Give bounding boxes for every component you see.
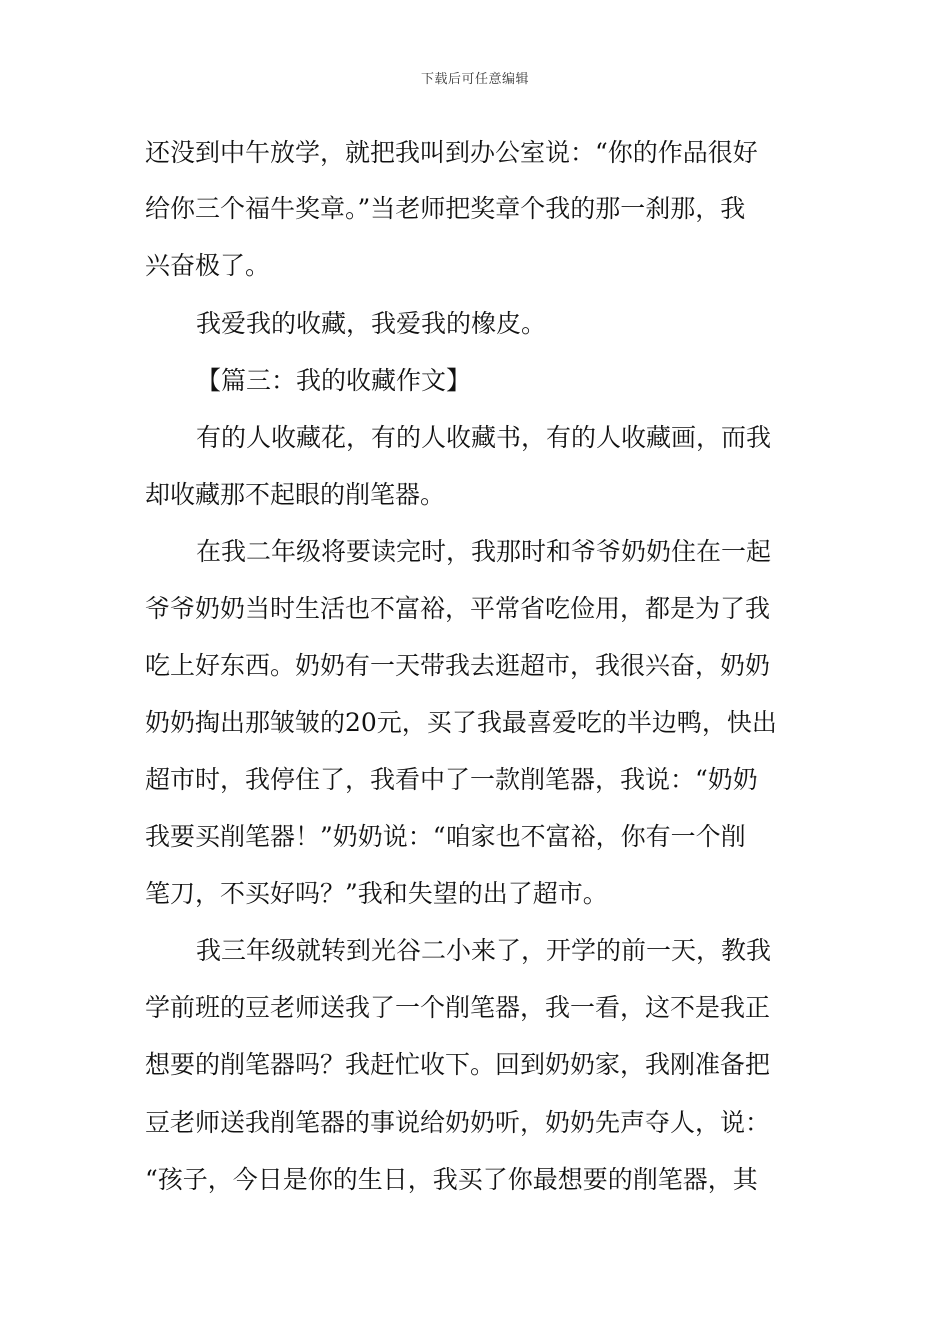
page-header: 下载后可任意编辑 [420,72,529,87]
text-line: 爷爷奶奶当时生活也不富裕，平常省吃俭用，都是为了我 [145,594,771,623]
text-line: 却收藏那不起眼的削笔器。 [145,480,446,509]
text-line: 超市时，我停住了，我看中了一款削笔器，我说：“奶奶 [145,765,758,794]
text-line: 想要的削笔器吗？我赶忙收下。回到奶奶家，我刚准备把 [145,1050,771,1079]
text-line: 我爱我的收藏，我爱我的橡皮。 [196,309,547,338]
text-line: 给你三个福牛奖章。”当老师把奖章个我的那一刹那，我 [145,194,746,223]
text-line: 我要买削笔器！”奶奶说：“咱家也不富裕，你有一个削 [145,822,746,851]
text-line: 奶奶掏出那皱皱的20元，买了我最喜爱吃的半边鸭，快出 [145,708,777,737]
text-line: “孩子，今日是你的生日，我买了你最想要的削笔器，其 [145,1165,758,1194]
text-line: 吃上好东西。奶奶有一天带我去逛超市，我很兴奋，奶奶 [145,651,771,680]
text-line: 学前班的豆老师送我了一个削笔器，我一看，这不是我正 [145,993,771,1022]
text-line: 在我二年级将要读完时，我那时和爷爷奶奶住在一起 [196,537,772,566]
text-line: 笔刀，不买好吗？”我和失望的出了超市。 [145,879,608,908]
text-line: 豆老师送我削笔器的事说给奶奶听，奶奶先声夺人，说： [145,1108,771,1137]
text-line: 兴奋极了。 [145,251,271,280]
text-line: 我三年级就转到光谷二小来了，开学的前一天，教我 [196,936,772,965]
text-line: 还没到中午放学，就把我叫到办公室说：“你的作品很好 [145,138,758,167]
section-heading: 【篇三：我的收藏作文】 [196,366,472,395]
text-line: 有的人收藏花，有的人收藏书，有的人收藏画，而我 [196,423,772,452]
